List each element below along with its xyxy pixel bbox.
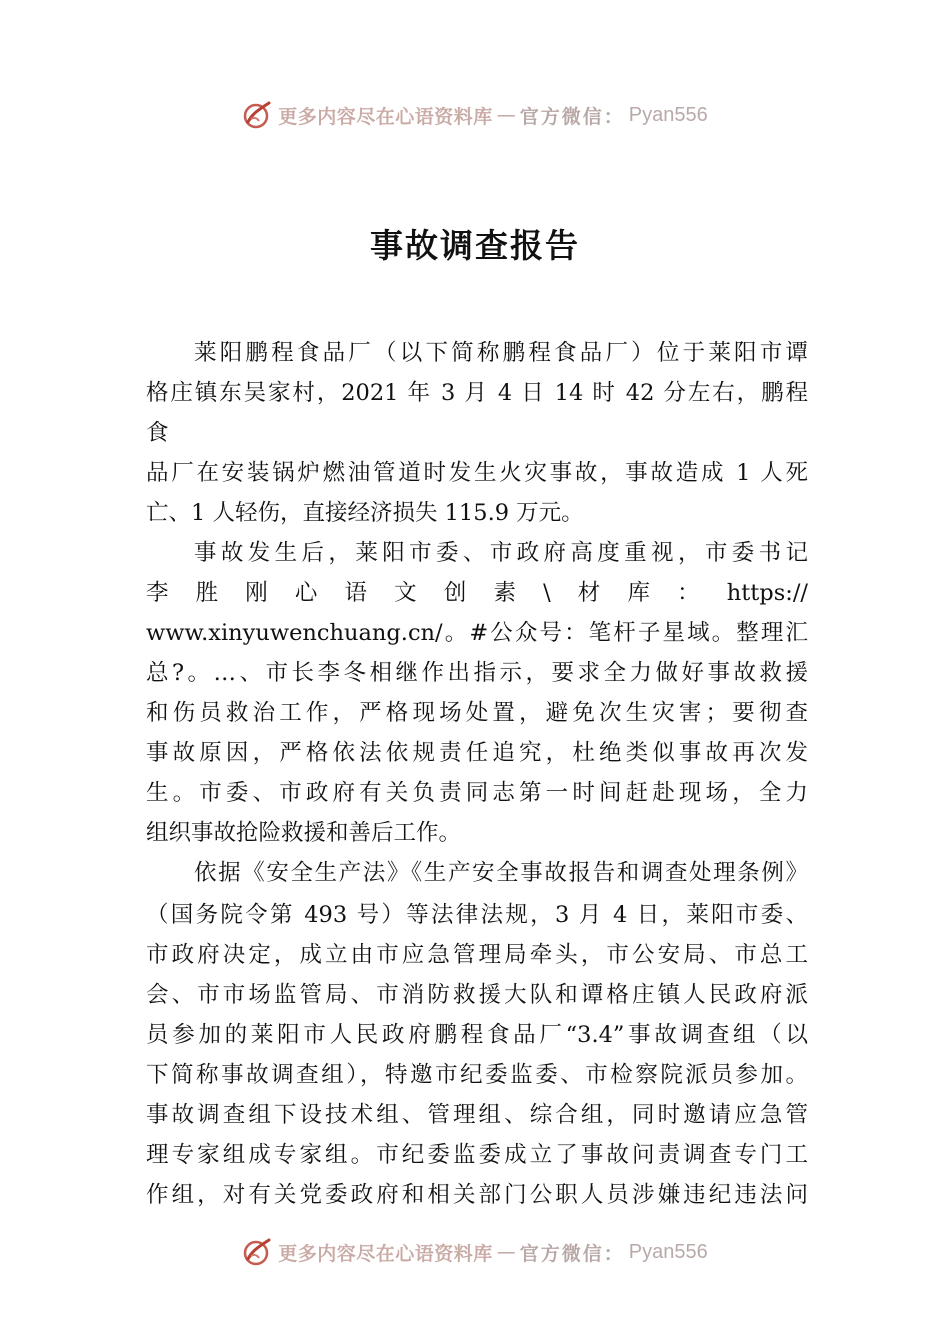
wechat-id: Pyan556 <box>628 103 708 126</box>
header-watermark <box>0 95 950 135</box>
text-line: 生。市委、市政府有关负责同志第一时间赶赴现场，全力 <box>146 780 808 806</box>
footer-watermark <box>0 1232 950 1272</box>
text-line: 食 <box>146 420 169 446</box>
text-line: 理专家组成专家组。市纪委监委成立了事故问责调查专门工 <box>146 1142 808 1168</box>
banner-separator: — <box>496 104 516 126</box>
text-line: 李胜刚心语文创素\材库：https:// <box>146 580 808 606</box>
brand-text: 更多内容尽在心语资料库 <box>278 105 493 128</box>
text-line: 事故原因，严格依法依规责任追究，杜绝类似事故再次发 <box>146 740 808 766</box>
wechat-id: Pyan556 <box>628 1240 708 1263</box>
wechat-label: 官方微信： <box>519 1242 625 1265</box>
brush-logo-icon <box>242 100 272 130</box>
text-line: 事故调查组下设技术组、管理组、综合组，同时邀请应急管 <box>146 1102 808 1128</box>
text-line: 作组，对有关党委政府和相关部门公职人员涉嫌违纪违法问 <box>146 1182 808 1208</box>
wechat-label: 官方微信： <box>519 105 625 128</box>
text-line: 品厂在安装锅炉燃油管道时发生火灾事故，事故造成 1 人死 <box>146 460 808 486</box>
text-line: 员参加的莱阳市人民政府鹏程食品厂“3.4”事故调查组（以 <box>146 1022 808 1048</box>
text-line: 格庄镇东吴家村，2021 年 3 月 4 日 14 时 42 分左右，鹏程 <box>146 380 808 406</box>
text-line: 会、市市场监管局、市消防救援大队和谭格庄镇人民政府派 <box>146 982 808 1008</box>
brand-text: 更多内容尽在心语资料库 <box>278 1242 493 1265</box>
text-line: 下简称事故调查组），特邀市纪委监委、市检察院派员参加。 <box>146 1062 808 1088</box>
text-line: 莱阳鹏程食品厂（以下简称鹏程食品厂）位于莱阳市谭 <box>194 340 808 366</box>
text-line: 依据《安全生产法》《生产安全事故报告和调查处理条例》 <box>194 860 808 886</box>
document-title: 事故调查报告 <box>370 226 580 265</box>
text-line: 总?。…、市长李冬相继作出指示，要求全力做好事故救援 <box>146 660 808 686</box>
text-line: （国务院令第 493 号）等法律法规，3 月 4 日，莱阳市委、 <box>146 902 808 928</box>
text-line: 组织事故抢险救援和善后工作。 <box>146 820 462 846</box>
text-line: www.xinyuwenchuang.cn/。#公众号：笔杆子星域。整理汇 <box>146 620 808 646</box>
brush-logo-icon <box>242 1237 272 1267</box>
text-line: 事故发生后，莱阳市委、市政府高度重视，市委书记 <box>194 540 808 566</box>
text-line: 市政府决定，成立由市应急管理局牵头，市公安局、市总工 <box>146 942 808 968</box>
banner-separator: — <box>496 1241 516 1263</box>
text-line: 亡、1 人轻伤，直接经济损失 115.9 万元。 <box>146 500 584 526</box>
text-line: 和伤员救治工作，严格现场处置，避免次生灾害；要彻查 <box>146 700 808 726</box>
